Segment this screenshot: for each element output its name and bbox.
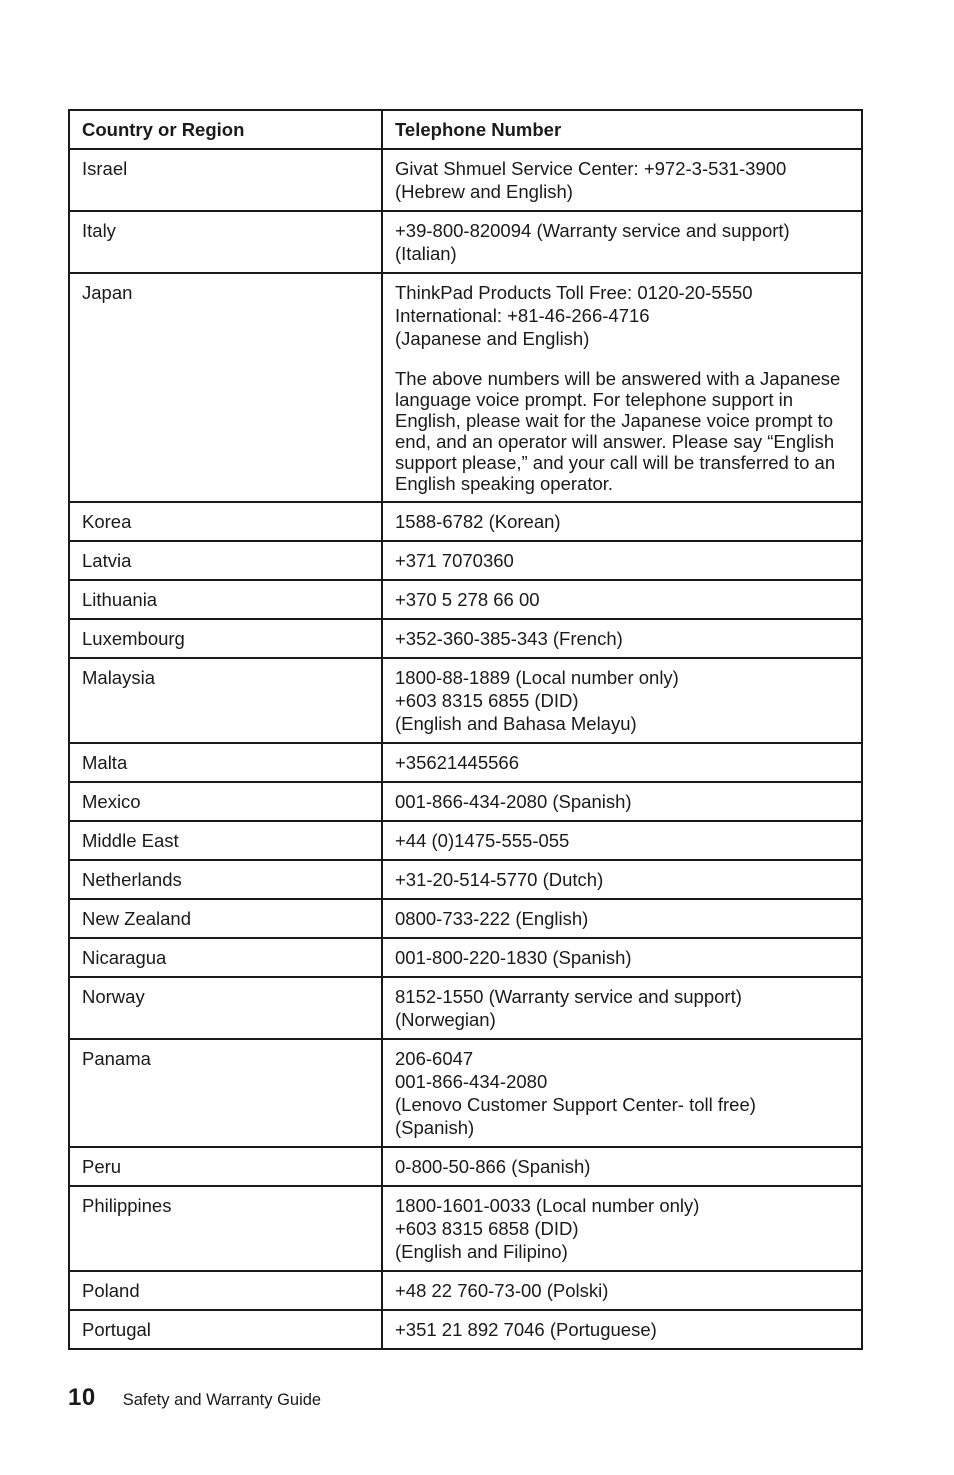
table-row: [69, 658, 862, 743]
country-cell: Luxembourg: [69, 619, 382, 658]
telephone-line: (Lenovo Customer Support Center- toll free): [395, 1094, 756, 1115]
telephone-line: 1800-88-1889 (Local number only): [395, 667, 679, 688]
table-row: [69, 1186, 862, 1271]
table-row: [69, 149, 862, 211]
telephone-line: +351 21 892 7046 (Portuguese): [395, 1319, 657, 1340]
table-header-row: [69, 110, 862, 149]
telephone-line: +39-800-820094 (Warranty service and support): [395, 220, 790, 241]
country-cell: Philippines: [69, 1186, 382, 1271]
telephone-cell: [382, 211, 862, 273]
support-phone-table: [68, 109, 863, 1350]
country-cell: Mexico: [69, 782, 382, 821]
country-cell: Japan: [69, 273, 382, 502]
column-header-telephone: Telephone Number: [382, 110, 862, 149]
telephone-line: +370 5 278 66 00: [395, 589, 540, 610]
telephone-line: 0800-733-222 (English): [395, 908, 589, 929]
telephone-line: +603 8315 6855 (DID): [395, 690, 579, 711]
country-cell: Portugal: [69, 1310, 382, 1349]
telephone-line: +44 (0)1475-555-055: [395, 830, 570, 851]
table-row: [69, 1271, 862, 1310]
table-row: [69, 821, 862, 860]
country-cell: New Zealand: [69, 899, 382, 938]
table-row: [69, 860, 862, 899]
telephone-cell: [382, 273, 862, 502]
telephone-line: (Norwegian): [395, 1009, 496, 1030]
telephone-line: 001-866-434-2080 (Spanish): [395, 791, 632, 812]
country-cell: Malaysia: [69, 658, 382, 743]
table-row: [69, 1310, 862, 1349]
table-row: [69, 938, 862, 977]
table-row: [69, 743, 862, 782]
telephone-cell: [382, 541, 862, 580]
table-row: [69, 899, 862, 938]
telephone-cell: [382, 502, 862, 541]
table-row: [69, 580, 862, 619]
country-cell: Lithuania: [69, 580, 382, 619]
table-row: [69, 1039, 862, 1147]
telephone-line: (Hebrew and English): [395, 181, 573, 202]
telephone-cell: [382, 1271, 862, 1310]
country-cell: Korea: [69, 502, 382, 541]
country-cell: Latvia: [69, 541, 382, 580]
telephone-line: +48 22 760-73-00 (Polski): [395, 1280, 609, 1301]
column-header-country: Country or Region: [69, 110, 382, 149]
table-row: [69, 211, 862, 273]
telephone-cell: [382, 1039, 862, 1147]
telephone-line: (Italian): [395, 243, 457, 264]
table-row: [69, 782, 862, 821]
country-cell: Israel: [69, 149, 382, 211]
telephone-cell: [382, 580, 862, 619]
support-note: The above numbers will be answered with a Japanese language voice prompt. For telephone support in English, please wait for the Japanese voice prompt to end, and an operator will answer. Please say “English support please,” and your call will be transferred to an English speaking operator.: [395, 368, 841, 494]
telephone-line: (English and Filipino): [395, 1241, 568, 1262]
telephone-line: (English and Bahasa Melayu): [395, 713, 637, 734]
telephone-cell: [382, 1147, 862, 1186]
telephone-cell: [382, 899, 862, 938]
table-row: [69, 619, 862, 658]
country-cell: Malta: [69, 743, 382, 782]
telephone-line: +371 7070360: [395, 550, 514, 571]
telephone-line: 0-800-50-866 (Spanish): [395, 1156, 591, 1177]
telephone-cell: [382, 977, 862, 1039]
telephone-cell: [382, 1310, 862, 1349]
table-row: [69, 541, 862, 580]
telephone-cell: [382, 938, 862, 977]
country-cell: Middle East: [69, 821, 382, 860]
telephone-cell: [382, 619, 862, 658]
telephone-line: +603 8315 6858 (DID): [395, 1218, 579, 1239]
telephone-line: +35621445566: [395, 752, 519, 773]
page-footer: [68, 1384, 321, 1412]
telephone-line: ThinkPad Products Toll Free: 0120-20-5550: [395, 282, 753, 303]
country-cell: Italy: [69, 211, 382, 273]
page-number: 10: [68, 1384, 96, 1411]
telephone-cell: [382, 743, 862, 782]
telephone-cell: [382, 658, 862, 743]
telephone-line: 001-866-434-2080: [395, 1071, 548, 1092]
telephone-cell: [382, 1186, 862, 1271]
telephone-line: 001-800-220-1830 (Spanish): [395, 947, 632, 968]
telephone-line: +31-20-514-5770 (Dutch): [395, 869, 604, 890]
telephone-line: 8152-1550 (Warranty service and support): [395, 986, 742, 1007]
country-cell: Norway: [69, 977, 382, 1039]
telephone-line: Givat Shmuel Service Center: +972-3-531-3900: [395, 158, 787, 179]
table-row: [69, 502, 862, 541]
country-cell: Peru: [69, 1147, 382, 1186]
country-cell: Nicaragua: [69, 938, 382, 977]
guide-title: Safety and Warranty Guide: [122, 1391, 322, 1409]
telephone-line: 1588-6782 (Korean): [395, 511, 561, 532]
telephone-cell: [382, 821, 862, 860]
telephone-cell: [382, 860, 862, 899]
table-body: [69, 149, 862, 1349]
telephone-cell: [382, 782, 862, 821]
telephone-line: International: +81-46-266-4716: [395, 305, 650, 326]
table-row: [69, 273, 862, 502]
table-row: [69, 1147, 862, 1186]
country-cell: Netherlands: [69, 860, 382, 899]
telephone-cell: [382, 149, 862, 211]
telephone-line: +352-360-385-343 (French): [395, 628, 623, 649]
country-cell: Panama: [69, 1039, 382, 1147]
telephone-line: 206-6047: [395, 1048, 474, 1069]
country-cell: Poland: [69, 1271, 382, 1310]
telephone-line: (Spanish): [395, 1117, 475, 1138]
table-row: [69, 977, 862, 1039]
telephone-line: 1800-1601-0033 (Local number only): [395, 1195, 700, 1216]
telephone-line: (Japanese and English): [395, 328, 590, 349]
